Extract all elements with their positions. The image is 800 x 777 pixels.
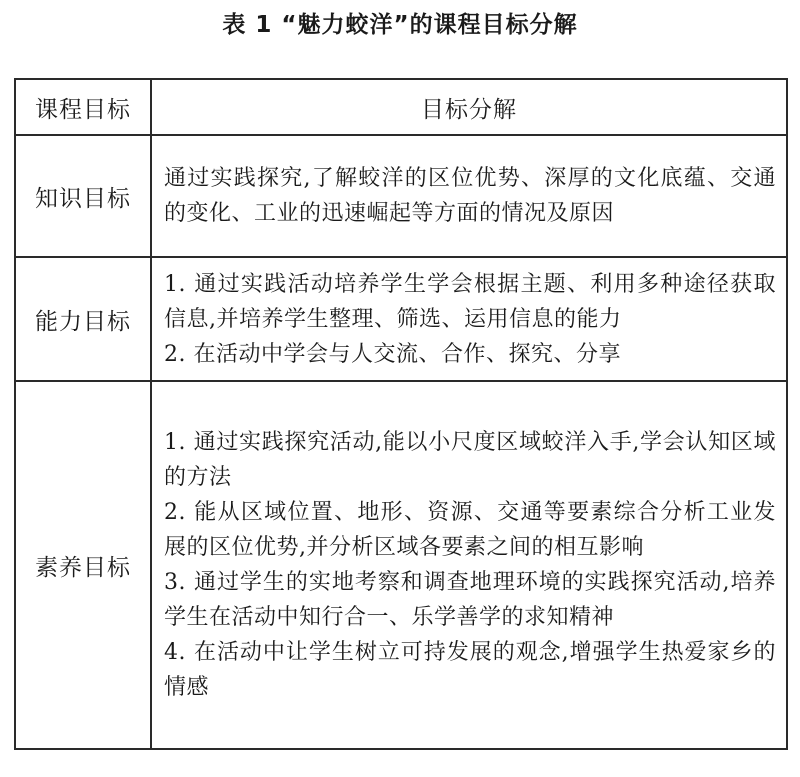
- goal-item: 1. 通过实践活动培养学生学会根据主题、利用多种途径获取信息,并培养学生整理、筛选、运用信息的能力: [164, 271, 776, 332]
- goal-item: 3. 通过学生的实地考察和调查地理环境的实践探究活动,培养学生在活动中知行合一、乐学善学的求知精神: [164, 570, 776, 630]
- goal-item: 2. 能从区域位置、地形、资源、交通等要素综合分析工业发展的区位优势,并分析区域各要素之间的相互影响: [164, 500, 776, 560]
- goal-item: 2. 在活动中学会与人交流、合作、探究、分享: [164, 341, 621, 367]
- row-label-literacy: 素养目标: [15, 381, 151, 749]
- table-caption: 表 1 “魅力蛟洋”的课程目标分解: [222, 12, 578, 38]
- course-goals-table: [14, 78, 788, 750]
- goal-item: 通过实践探究,了解蛟洋的区位优势、深厚的文化底蕴、交通的变化、工业的迅速崛起等方面的情况及原因: [164, 166, 776, 226]
- row-content-knowledge: [151, 135, 787, 257]
- row-label-knowledge: 知识目标: [15, 135, 151, 257]
- header-course-goal: 课程目标: [15, 79, 151, 135]
- table-row: [15, 381, 787, 749]
- row-content-literacy: [151, 381, 787, 749]
- row-label-ability: 能力目标: [15, 257, 151, 381]
- table-row: [15, 135, 787, 257]
- table-header-row: [15, 79, 787, 135]
- goal-item: 4. 在活动中让学生树立可持发展的观念,增强学生热爱家乡的情感: [164, 640, 776, 700]
- table-row: [15, 257, 787, 381]
- row-content-ability: [151, 257, 787, 381]
- goal-item: 1. 通过实践探究活动,能以小尺度区域蛟洋入手,学会认知区域的方法: [164, 430, 776, 490]
- header-goal-breakdown: 目标分解: [151, 79, 787, 135]
